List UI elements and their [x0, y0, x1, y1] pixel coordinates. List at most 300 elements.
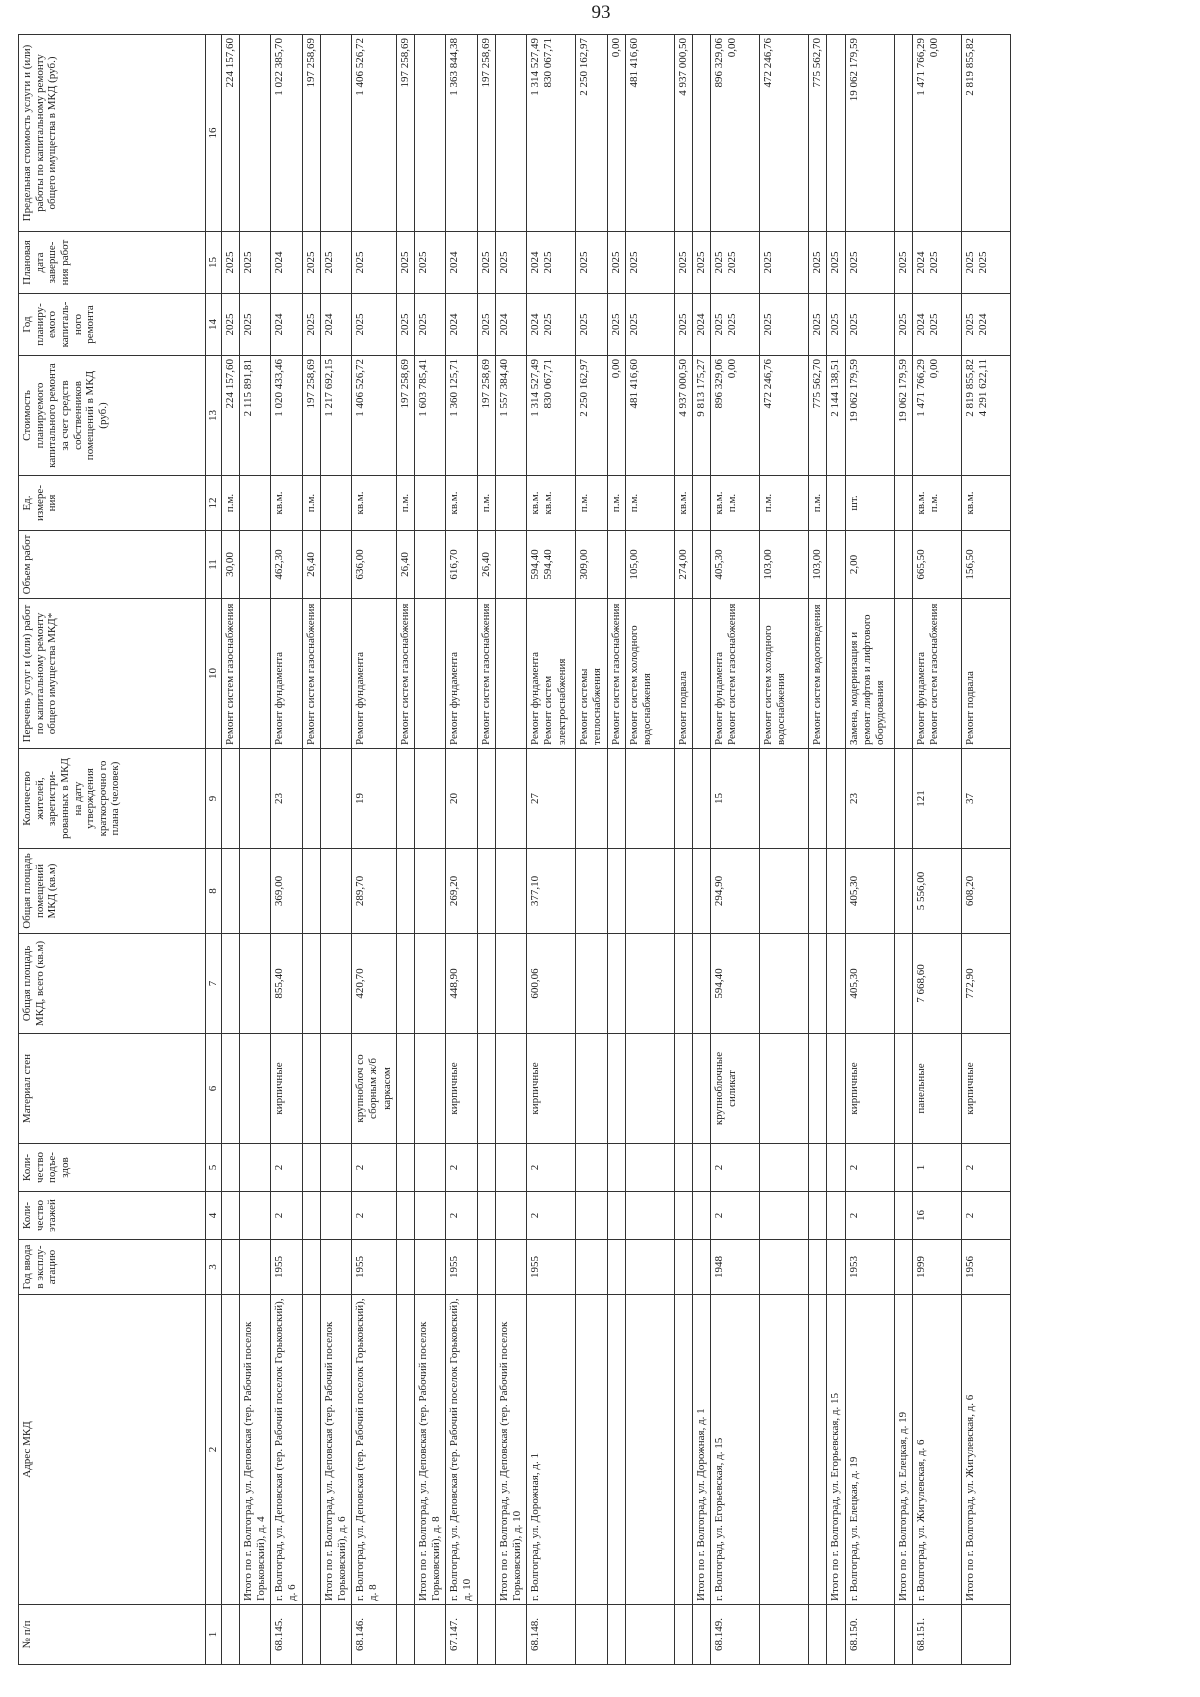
- year-cell: [692, 1240, 710, 1295]
- work-type-cell: [495, 599, 526, 749]
- page-number: 93: [591, 2, 611, 23]
- row-number: [692, 1605, 710, 1665]
- table-row: [607, 35, 625, 1665]
- work-type-cell: Ремонт фундамента: [271, 599, 302, 749]
- end-date-cell: 2025: [692, 232, 710, 294]
- limit-cost-cell: [827, 35, 845, 232]
- volume-cell: [827, 531, 845, 599]
- cost-cell: 4 937 000,50: [674, 356, 692, 476]
- year-cell: [221, 1240, 239, 1295]
- cost-cell: 2 819 855,82 4 291 622,11: [961, 356, 1010, 476]
- subtotal-row: [961, 35, 1010, 1665]
- address-cell: Итого по г. Волгоград, ул. Деповская (тер. Рабочий поселок Горьковский), д. 4: [239, 1295, 270, 1605]
- wall-material-cell: [414, 1034, 445, 1144]
- year-cell: [894, 1240, 912, 1295]
- plan-year-cell: 2025: [760, 294, 809, 356]
- work-type-cell: Ремонт систем газоснабжения: [477, 599, 495, 749]
- cost-cell: 9 813 175,27: [692, 356, 710, 476]
- cost-cell: 19 062 179,59: [845, 356, 894, 476]
- limit-cost-cell: [692, 35, 710, 232]
- wall-material-cell: [495, 1034, 526, 1144]
- total-area-cell: 772,90: [961, 934, 1010, 1034]
- table-row: [221, 35, 239, 1665]
- work-type-cell: Ремонт фундамента Ремонт систем газоснабжения: [711, 599, 760, 749]
- table-row: [912, 35, 961, 1665]
- entrances-cell: [894, 1144, 912, 1192]
- entrances-cell: [576, 1144, 607, 1192]
- wall-material-cell: [320, 1034, 351, 1144]
- row-number: [961, 1605, 1010, 1665]
- column-number: 12: [206, 476, 222, 531]
- plan-year-cell: 2025: [827, 294, 845, 356]
- header-cell: Количество жителей, зарегистри-рованных в МКД на дату утверждения краткосрочно го плана (человек): [19, 749, 206, 849]
- cost-cell: 775 562,70: [809, 356, 827, 476]
- address-cell: [396, 1295, 414, 1605]
- volume-cell: [239, 531, 270, 599]
- limit-cost-cell: 197 258,69: [477, 35, 495, 232]
- premises-area-cell: 5 556,00: [912, 849, 961, 934]
- address-cell: Итого по г. Волгоград, ул. Деповская (тер. Рабочий поселок Горьковский), д. 6: [320, 1295, 351, 1605]
- volume-cell: 309,00: [576, 531, 607, 599]
- residents-cell: [495, 749, 526, 849]
- column-number: 2: [206, 1295, 222, 1605]
- work-type-cell: Ремонт фундамента: [446, 599, 477, 749]
- limit-cost-cell: 197 258,69: [396, 35, 414, 232]
- work-type-cell: Ремонт подвала: [674, 599, 692, 749]
- end-date-cell: 2024: [446, 232, 477, 294]
- table-row: [576, 35, 607, 1665]
- address-cell: Итого по г. Волгоград, ул. Деповская (тер. Рабочий поселок Горьковский), д. 8: [414, 1295, 445, 1605]
- volume-cell: 103,00: [809, 531, 827, 599]
- total-area-cell: [239, 934, 270, 1034]
- total-area-cell: [674, 934, 692, 1034]
- volume-cell: 2,00: [845, 531, 894, 599]
- limit-cost-cell: [495, 35, 526, 232]
- volume-cell: 105,00: [625, 531, 674, 599]
- limit-cost-cell: 1 314 527,49 830 067,71: [527, 35, 576, 232]
- total-area-cell: [477, 934, 495, 1034]
- work-type-cell: [414, 599, 445, 749]
- header-cell: Плановая дата заверше-ния работ: [19, 232, 206, 294]
- work-type-cell: Ремонт систем газоснабжения: [607, 599, 625, 749]
- end-date-cell: 2024: [271, 232, 302, 294]
- total-area-cell: [625, 934, 674, 1034]
- limit-cost-cell: 0,00: [607, 35, 625, 232]
- end-date-cell: 2025: [827, 232, 845, 294]
- end-date-cell: 2025: [320, 232, 351, 294]
- unit-cell: кв.м. п.м.: [912, 476, 961, 531]
- year-cell: 1999: [912, 1240, 961, 1295]
- wall-material-cell: [221, 1034, 239, 1144]
- table-row: [674, 35, 692, 1665]
- row-number: [894, 1605, 912, 1665]
- end-date-cell: 2025: [760, 232, 809, 294]
- premises-area-cell: [477, 849, 495, 934]
- volume-cell: [495, 531, 526, 599]
- cost-cell: 1 314 527,49 830 067,71: [527, 356, 576, 476]
- table-row: [845, 35, 894, 1665]
- floors-cell: 2: [352, 1192, 397, 1240]
- table-row: [527, 35, 576, 1665]
- premises-area-cell: [607, 849, 625, 934]
- row-number: 68.151.: [912, 1605, 961, 1665]
- plan-year-cell: 2025: [674, 294, 692, 356]
- total-area-cell: [221, 934, 239, 1034]
- plan-year-cell: 2025: [809, 294, 827, 356]
- cost-cell: 2 144 138,51: [827, 356, 845, 476]
- row-number: [674, 1605, 692, 1665]
- year-cell: [625, 1240, 674, 1295]
- column-number: 7: [206, 934, 222, 1034]
- wall-material-cell: [396, 1034, 414, 1144]
- year-cell: [495, 1240, 526, 1295]
- year-cell: [760, 1240, 809, 1295]
- entrances-cell: [396, 1144, 414, 1192]
- address-cell: [674, 1295, 692, 1605]
- unit-cell: [414, 476, 445, 531]
- entrances-cell: [809, 1144, 827, 1192]
- work-type-cell: Ремонт системы теплоснабжения: [576, 599, 607, 749]
- unit-cell: кв.м.: [271, 476, 302, 531]
- premises-area-cell: 369,00: [271, 849, 302, 934]
- total-area-cell: [320, 934, 351, 1034]
- year-cell: [827, 1240, 845, 1295]
- year-cell: [674, 1240, 692, 1295]
- unit-cell: кв.м. п.м.: [711, 476, 760, 531]
- floors-cell: [396, 1192, 414, 1240]
- entrances-cell: [827, 1144, 845, 1192]
- column-number: 15: [206, 232, 222, 294]
- plan-year-cell: 2025: [239, 294, 270, 356]
- residents-cell: 121: [912, 749, 961, 849]
- wall-material-cell: [607, 1034, 625, 1144]
- residents-cell: [674, 749, 692, 849]
- entrances-cell: 2: [845, 1144, 894, 1192]
- floors-cell: [414, 1192, 445, 1240]
- work-type-cell: Ремонт систем газоснабжения: [302, 599, 320, 749]
- floors-cell: [625, 1192, 674, 1240]
- row-number: [320, 1605, 351, 1665]
- limit-cost-cell: 4 937 000,50: [674, 35, 692, 232]
- entrances-cell: 2: [352, 1144, 397, 1192]
- unit-cell: п.м.: [477, 476, 495, 531]
- unit-cell: п.м.: [607, 476, 625, 531]
- wall-material-cell: кирпичные: [961, 1034, 1010, 1144]
- work-type-cell: Ремонт систем водоотведения: [809, 599, 827, 749]
- address-cell: г. Волгоград, ул. Деповская (тер. Рабочий поселок Горьковский), д. 8: [352, 1295, 397, 1605]
- row-number: 67.147.: [446, 1605, 477, 1665]
- table-row: [477, 35, 495, 1665]
- residents-cell: 19: [352, 749, 397, 849]
- wall-material-cell: [692, 1034, 710, 1144]
- volume-cell: 26,40: [302, 531, 320, 599]
- residents-cell: 20: [446, 749, 477, 849]
- floors-cell: 2: [845, 1192, 894, 1240]
- cost-cell: 2 250 162,97: [576, 356, 607, 476]
- entrances-cell: [760, 1144, 809, 1192]
- plan-year-cell: 2024: [692, 294, 710, 356]
- wall-material-cell: [827, 1034, 845, 1144]
- floors-cell: [221, 1192, 239, 1240]
- row-number: 68.146.: [352, 1605, 397, 1665]
- unit-cell: [239, 476, 270, 531]
- row-number: [576, 1605, 607, 1665]
- floors-cell: 2: [446, 1192, 477, 1240]
- plan-year-cell: 2025: [396, 294, 414, 356]
- volume-cell: 26,40: [396, 531, 414, 599]
- floors-cell: 2: [271, 1192, 302, 1240]
- plan-year-cell: 2025: [576, 294, 607, 356]
- total-area-cell: [576, 934, 607, 1034]
- header-cell: Год ввода в эксплу-атацию: [19, 1240, 206, 1295]
- floors-cell: [760, 1192, 809, 1240]
- year-cell: 1948: [711, 1240, 760, 1295]
- limit-cost-cell: 1 363 844,38: [446, 35, 477, 232]
- cost-cell: 224 157,60: [221, 356, 239, 476]
- residents-cell: [827, 749, 845, 849]
- premises-area-cell: [674, 849, 692, 934]
- residents-cell: [809, 749, 827, 849]
- wall-material-cell: кирпичные: [845, 1034, 894, 1144]
- cost-cell: 197 258,69: [302, 356, 320, 476]
- volume-cell: 30,00: [221, 531, 239, 599]
- cost-cell: 1 360 125,71: [446, 356, 477, 476]
- row-number: [760, 1605, 809, 1665]
- total-area-cell: 7 668,60: [912, 934, 961, 1034]
- wall-material-cell: [760, 1034, 809, 1144]
- plan-year-cell: 2024 2025: [912, 294, 961, 356]
- total-area-cell: 855,40: [271, 934, 302, 1034]
- year-cell: 1955: [446, 1240, 477, 1295]
- entrances-cell: 2: [527, 1144, 576, 1192]
- entrances-cell: 1: [912, 1144, 961, 1192]
- plan-year-cell: 2024: [495, 294, 526, 356]
- residents-cell: [396, 749, 414, 849]
- floors-cell: 2: [527, 1192, 576, 1240]
- end-date-cell: 2025 2025: [711, 232, 760, 294]
- row-number: [239, 1605, 270, 1665]
- limit-cost-cell: 1 471 766,29 0,00: [912, 35, 961, 232]
- limit-cost-cell: [414, 35, 445, 232]
- wall-material-cell: [302, 1034, 320, 1144]
- header-cell: Объем работ: [19, 531, 206, 599]
- work-type-cell: Ремонт систем холодного водоснабжения: [760, 599, 809, 749]
- plan-year-cell: 2025: [607, 294, 625, 356]
- end-date-cell: 2025: [396, 232, 414, 294]
- header-row: [19, 35, 206, 1665]
- premises-area-cell: [625, 849, 674, 934]
- repair-plan-table: [18, 34, 1011, 1665]
- limit-cost-cell: [320, 35, 351, 232]
- cost-cell: 1 471 766,29 0,00: [912, 356, 961, 476]
- cost-cell: 2 115 891,81: [239, 356, 270, 476]
- year-cell: [239, 1240, 270, 1295]
- work-type-cell: Ремонт фундамента Ремонт систем электроснабжения: [527, 599, 576, 749]
- subtotal-row: [320, 35, 351, 1665]
- cost-cell: 481 416,60: [625, 356, 674, 476]
- unit-cell: [692, 476, 710, 531]
- address-cell: Итого по г. Волгоград, ул. Егорьевская, д. 15: [827, 1295, 845, 1605]
- wall-material-cell: кирпичные: [527, 1034, 576, 1144]
- work-type-cell: Ремонт систем газоснабжения: [221, 599, 239, 749]
- column-number: 6: [206, 1034, 222, 1144]
- table-body: [221, 35, 1010, 1665]
- column-number: 9: [206, 749, 222, 849]
- cost-cell: 1 217 692,15: [320, 356, 351, 476]
- total-area-cell: [809, 934, 827, 1034]
- wall-material-cell: [674, 1034, 692, 1144]
- unit-cell: [320, 476, 351, 531]
- floors-cell: [827, 1192, 845, 1240]
- year-cell: 1956: [961, 1240, 1010, 1295]
- end-date-cell: 2025: [809, 232, 827, 294]
- cost-cell: 197 258,69: [477, 356, 495, 476]
- row-number: [414, 1605, 445, 1665]
- floors-cell: [607, 1192, 625, 1240]
- premises-area-cell: 377,10: [527, 849, 576, 934]
- residents-cell: [221, 749, 239, 849]
- unit-cell: п.м.: [809, 476, 827, 531]
- total-area-cell: [760, 934, 809, 1034]
- residents-cell: 15: [711, 749, 760, 849]
- cost-cell: 19 062 179,59: [894, 356, 912, 476]
- premises-area-cell: [760, 849, 809, 934]
- premises-area-cell: [495, 849, 526, 934]
- floors-cell: [576, 1192, 607, 1240]
- subtotal-row: [495, 35, 526, 1665]
- header-cell: Стоимость планируемого капитального ремонта за счет средств собственников помещений в МКД (руб.): [19, 356, 206, 476]
- residents-cell: 23: [271, 749, 302, 849]
- premises-area-cell: 289,70: [352, 849, 397, 934]
- wall-material-cell: кирпичные: [271, 1034, 302, 1144]
- column-number-row: [206, 35, 222, 1665]
- volume-cell: [894, 531, 912, 599]
- entrances-cell: 2: [961, 1144, 1010, 1192]
- work-type-cell: Замена, модернизация и ремонт лифтов и лифтового оборудования: [845, 599, 894, 749]
- header-cell: Общая площадь помещений МКД (кв.м): [19, 849, 206, 934]
- entrances-cell: [239, 1144, 270, 1192]
- total-area-cell: [396, 934, 414, 1034]
- volume-cell: 405,30: [711, 531, 760, 599]
- volume-cell: [692, 531, 710, 599]
- premises-area-cell: [221, 849, 239, 934]
- plan-year-cell: 2025: [477, 294, 495, 356]
- unit-cell: [894, 476, 912, 531]
- unit-cell: п.м.: [302, 476, 320, 531]
- plan-year-cell: 2025: [625, 294, 674, 356]
- volume-cell: [414, 531, 445, 599]
- column-number: 1: [206, 1605, 222, 1665]
- plan-year-cell: 2025: [414, 294, 445, 356]
- address-cell: [576, 1295, 607, 1605]
- year-cell: [477, 1240, 495, 1295]
- end-date-cell: 2025: [352, 232, 397, 294]
- total-area-cell: 420,70: [352, 934, 397, 1034]
- plan-year-cell: 2025: [845, 294, 894, 356]
- subtotal-row: [894, 35, 912, 1665]
- floors-cell: [894, 1192, 912, 1240]
- rotated-table-area: [18, 35, 1178, 1665]
- premises-area-cell: 405,30: [845, 849, 894, 934]
- plan-year-cell: 2024 2025: [527, 294, 576, 356]
- limit-cost-cell: [894, 35, 912, 232]
- work-type-cell: [692, 599, 710, 749]
- table-row: [352, 35, 397, 1665]
- address-cell: г. Волгоград, ул. Деповская (тер. Рабочий поселок Горьковский), д. 6: [271, 1295, 302, 1605]
- header-cell: Коли-чество этажей: [19, 1192, 206, 1240]
- unit-cell: кв.м.: [674, 476, 692, 531]
- entrances-cell: [221, 1144, 239, 1192]
- address-cell: г. Волгоград, ул. Елецкая, д. 19: [845, 1295, 894, 1605]
- end-date-cell: 2025: [576, 232, 607, 294]
- header-cell: Год планиру-емого капиталь-ного ремонта: [19, 294, 206, 356]
- subtotal-row: [414, 35, 445, 1665]
- year-cell: 1953: [845, 1240, 894, 1295]
- end-date-cell: 2025: [495, 232, 526, 294]
- header-cell: Адрес МКД: [19, 1295, 206, 1605]
- year-cell: [809, 1240, 827, 1295]
- row-number: [607, 1605, 625, 1665]
- limit-cost-cell: 472 246,76: [760, 35, 809, 232]
- header-cell: № п/п: [19, 1605, 206, 1665]
- year-cell: 1955: [352, 1240, 397, 1295]
- residents-cell: [414, 749, 445, 849]
- table-row: [302, 35, 320, 1665]
- end-date-cell: 2025: [477, 232, 495, 294]
- limit-cost-cell: 2 250 162,97: [576, 35, 607, 232]
- volume-cell: 26,40: [477, 531, 495, 599]
- premises-area-cell: [396, 849, 414, 934]
- unit-cell: [495, 476, 526, 531]
- unit-cell: п.м.: [396, 476, 414, 531]
- column-number: 13: [206, 356, 222, 476]
- entrances-cell: [674, 1144, 692, 1192]
- header-cell: Ед. измере-ния: [19, 476, 206, 531]
- residents-cell: [760, 749, 809, 849]
- end-date-cell: 2025: [625, 232, 674, 294]
- total-area-cell: [894, 934, 912, 1034]
- table-row: [446, 35, 477, 1665]
- row-number: [302, 1605, 320, 1665]
- end-date-cell: 2025: [894, 232, 912, 294]
- floors-cell: [239, 1192, 270, 1240]
- floors-cell: [302, 1192, 320, 1240]
- end-date-cell: 2025: [221, 232, 239, 294]
- plan-year-cell: 2025 2024: [961, 294, 1010, 356]
- premises-area-cell: [320, 849, 351, 934]
- limit-cost-cell: 197 258,69: [302, 35, 320, 232]
- residents-cell: [576, 749, 607, 849]
- premises-area-cell: [692, 849, 710, 934]
- address-cell: [760, 1295, 809, 1605]
- cost-cell: 1 020 433,46: [271, 356, 302, 476]
- header-cell: Общая площадь МКД, всего (кв.м): [19, 934, 206, 1034]
- plan-year-cell: 2025 2025: [711, 294, 760, 356]
- total-area-cell: 405,30: [845, 934, 894, 1034]
- volume-cell: 636,00: [352, 531, 397, 599]
- volume-cell: 156,50: [961, 531, 1010, 599]
- row-number: [809, 1605, 827, 1665]
- cost-cell: 896 329,06 0,00: [711, 356, 760, 476]
- address-cell: Итого по г. Волгоград, ул. Дорожная, д. 1: [692, 1295, 710, 1605]
- unit-cell: кв.м.: [352, 476, 397, 531]
- limit-cost-cell: 775 562,70: [809, 35, 827, 232]
- unit-cell: п.м.: [760, 476, 809, 531]
- cost-cell: 1 603 785,41: [414, 356, 445, 476]
- end-date-cell: 2025: [674, 232, 692, 294]
- floors-cell: 2: [961, 1192, 1010, 1240]
- row-number: [495, 1605, 526, 1665]
